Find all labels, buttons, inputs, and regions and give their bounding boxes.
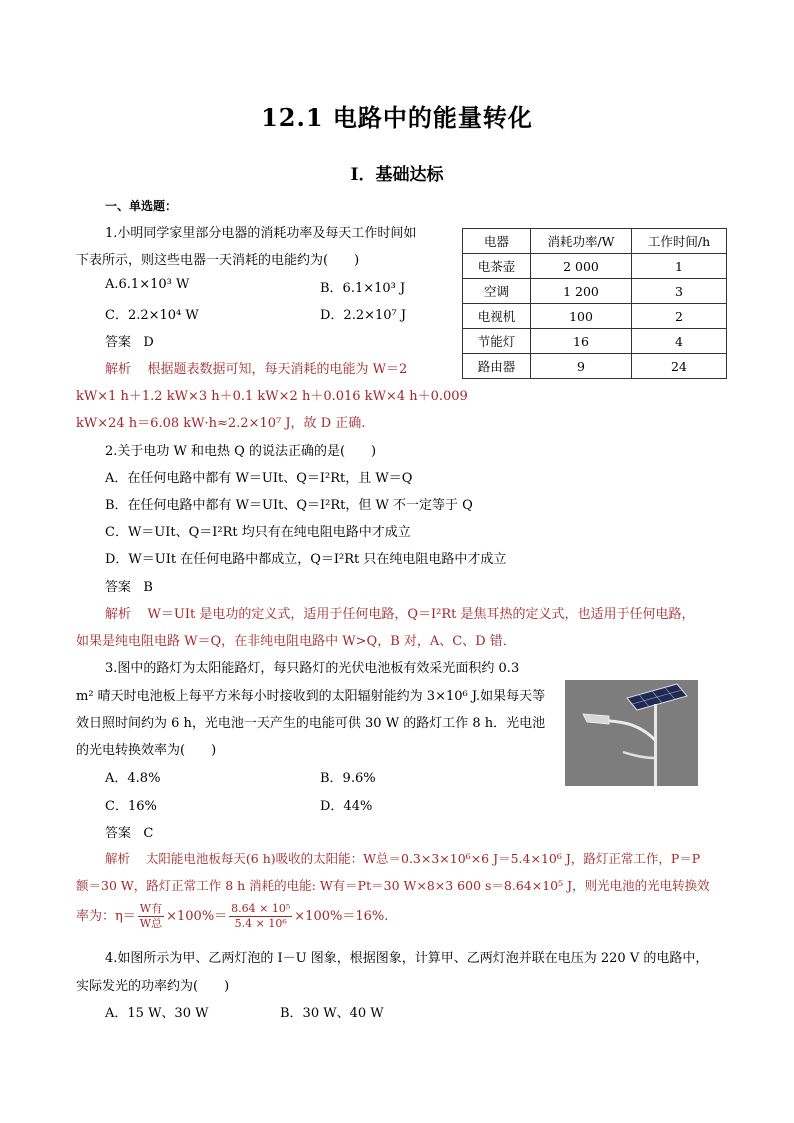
table-header-row bbox=[463, 229, 727, 254]
table-cell: 节能灯 bbox=[463, 329, 531, 354]
q1-analysis-line1 bbox=[105, 358, 407, 377]
q2-option-b: B．在任何电路中都有 W＝UIt、Q＝I²Rt，但 W 不一定等于 Q bbox=[105, 498, 473, 513]
formula-suffix: ×100%＝16%. bbox=[294, 909, 389, 924]
table-cell: 1 bbox=[632, 254, 727, 279]
table-cell: 电茶壶 bbox=[463, 254, 531, 279]
q2-stem: 2.关于电功 W 和电热 Q 的说法正确的是( ) bbox=[105, 444, 377, 459]
fraction-values bbox=[229, 902, 292, 931]
table-header-cell: 工作时间/h bbox=[632, 229, 727, 254]
q4-stem-line1: 4.如图所示为甲、乙两灯泡的 I－U 图象，根据图象，计算甲、乙两灯泡并联在电压为 220 V 的电路中， bbox=[105, 951, 709, 966]
question-type-heading: 一、单选题： bbox=[105, 199, 178, 213]
q3-stem-line2: m² 晴天时电池板上每平方米每小时接收到的太阳辐射能约为 3×10⁶ J.如果每天等 bbox=[76, 689, 546, 704]
q3-analysis-line3 bbox=[76, 902, 388, 931]
page-title: 12.1 电路中的能量转化 bbox=[261, 103, 533, 132]
q1-stem-line2: 下表所示，则这些电器一天消耗的电能约为( ) bbox=[76, 253, 360, 268]
analysis-text: 太阳能电池板每天(6 h)吸收的太阳能：W总＝0.3×3×10⁶×6 J＝5.4×10⁶ J，路灯正常工作，P＝P bbox=[145, 851, 701, 866]
table-cell: 路由器 bbox=[463, 354, 531, 379]
lamp-pole bbox=[654, 704, 657, 786]
table-row bbox=[463, 329, 727, 354]
section-heading: Ⅰ．基础达标 bbox=[350, 165, 444, 185]
q2-analysis-line1 bbox=[105, 603, 695, 622]
q2-option-d: D．W＝UIt 在任何电路中都成立，Q＝I²Rt 只在纯电阻电路中才成立 bbox=[105, 552, 507, 567]
appliance-table bbox=[462, 228, 727, 379]
q3-stem-line3: 效日照时间约为 6 h，光电池一天产生的电能可供 30 W 的路灯工作 8 h．光电池 bbox=[76, 716, 546, 731]
q3-stem-line4: 的光电转换效率为( ) bbox=[76, 743, 217, 758]
table-cell: 2 bbox=[632, 304, 727, 329]
q2-answer bbox=[105, 576, 153, 595]
q2-option-c: C．W＝UIt、Q＝I²Rt 均只有在纯电阻电路中才成立 bbox=[105, 525, 411, 540]
formula-mid: ×100%＝ bbox=[166, 909, 228, 924]
fraction-numerator: 8.64 × 10⁵ bbox=[231, 902, 291, 915]
fraction-numerator: W有 bbox=[139, 902, 163, 915]
table-header-cell: 电器 bbox=[463, 229, 531, 254]
answer-value: B bbox=[143, 580, 153, 595]
analysis-text: W＝UIt 是电功的定义式，适用于任何电路，Q＝I²Rt 是焦耳热的定义式，也适用于任何电路， bbox=[147, 607, 695, 622]
q1-option-b: B．6.1×10³ J bbox=[320, 281, 406, 296]
analysis-label: 解析 bbox=[105, 362, 132, 377]
q1-option-d: D．2.2×10⁷ J bbox=[320, 308, 407, 323]
table-cell: 2 000 bbox=[531, 254, 632, 279]
q4-option-b: B．30 W、40 W bbox=[280, 1006, 384, 1021]
fraction-denominator: W总 bbox=[139, 917, 163, 930]
q1-answer bbox=[105, 331, 154, 350]
q4-stem-line2: 实际发光的功率约为( ) bbox=[76, 979, 230, 994]
table-cell: 24 bbox=[632, 354, 727, 379]
table-row bbox=[463, 354, 727, 379]
q2-analysis-line2: 如果是纯电阻电路 W＝Q，在非纯电阻电路中 W>Q，B 对，A、C、D 错． bbox=[76, 634, 516, 649]
table-cell: 16 bbox=[531, 329, 632, 354]
analysis-text: 根据题表数据可知，每天消耗的电能为 W＝2 bbox=[147, 362, 408, 377]
table-cell: 3 bbox=[632, 279, 727, 304]
table-row bbox=[463, 279, 727, 304]
q2-option-a: A．在任何电路中都有 W＝UIt、Q＝I²Rt，且 W＝Q bbox=[105, 471, 413, 486]
fraction-efficiency bbox=[138, 902, 164, 931]
q1-analysis-line3: kW×24 h＝6.08 kW·h≈2.2×10⁷ J，故 D 正确. bbox=[76, 416, 366, 431]
q1-stem-line1: 1.小明同学家里部分电器的消耗功率及每天工作时间如 bbox=[105, 226, 417, 241]
q3-option-a: A．4.8% bbox=[105, 771, 161, 786]
table-cell: 4 bbox=[632, 329, 727, 354]
q1-option-a: A.6.1×10³ W bbox=[105, 277, 190, 292]
answer-label: 答案 bbox=[105, 826, 132, 841]
solar-street-lamp-image bbox=[565, 680, 698, 786]
q1-analysis-line2: kW×1 h＋1.2 kW×3 h＋0.1 kW×2 h＋0.016 kW×4 h＋0.009 bbox=[76, 389, 468, 404]
answer-value: D bbox=[143, 335, 154, 350]
q3-analysis-line2: 额＝30 W，路灯正常工作 8 h 消耗的电能: W有＝Pt＝30 W×8×3 600 s＝8.64×10⁵ J，则光电池的光电转换效 bbox=[76, 878, 710, 893]
q3-analysis-line1 bbox=[105, 849, 700, 867]
analysis-label: 解析 bbox=[105, 851, 131, 866]
table-cell: 电视机 bbox=[463, 304, 531, 329]
q3-option-d: D．44% bbox=[320, 799, 373, 814]
q3-answer bbox=[105, 822, 153, 841]
q1-option-c: C．2.2×10⁴ W bbox=[105, 308, 199, 323]
answer-label: 答案 bbox=[105, 580, 132, 595]
table-row bbox=[463, 254, 727, 279]
table-cell: 空调 bbox=[463, 279, 531, 304]
table-cell: 9 bbox=[531, 354, 632, 379]
table-header-cell: 消耗功率/W bbox=[531, 229, 632, 254]
table-row bbox=[463, 304, 727, 329]
q3-stem-line1: 3.图中的路灯为太阳能路灯，每只路灯的光伏电池板有效采光面积约 0.3 bbox=[105, 661, 520, 676]
table-cell: 100 bbox=[531, 304, 632, 329]
formula-prefix: 率为：η＝ bbox=[76, 909, 136, 924]
q4-option-a: A．15 W、30 W bbox=[105, 1006, 209, 1021]
q3-option-c: C．16% bbox=[105, 799, 157, 814]
answer-value: C bbox=[143, 826, 154, 841]
fraction-denominator: 5.4 × 10⁶ bbox=[234, 917, 287, 930]
analysis-label: 解析 bbox=[105, 607, 132, 622]
q3-option-b: B．9.6% bbox=[320, 771, 376, 786]
table-cell: 1 200 bbox=[531, 279, 632, 304]
answer-label: 答案 bbox=[105, 335, 132, 350]
